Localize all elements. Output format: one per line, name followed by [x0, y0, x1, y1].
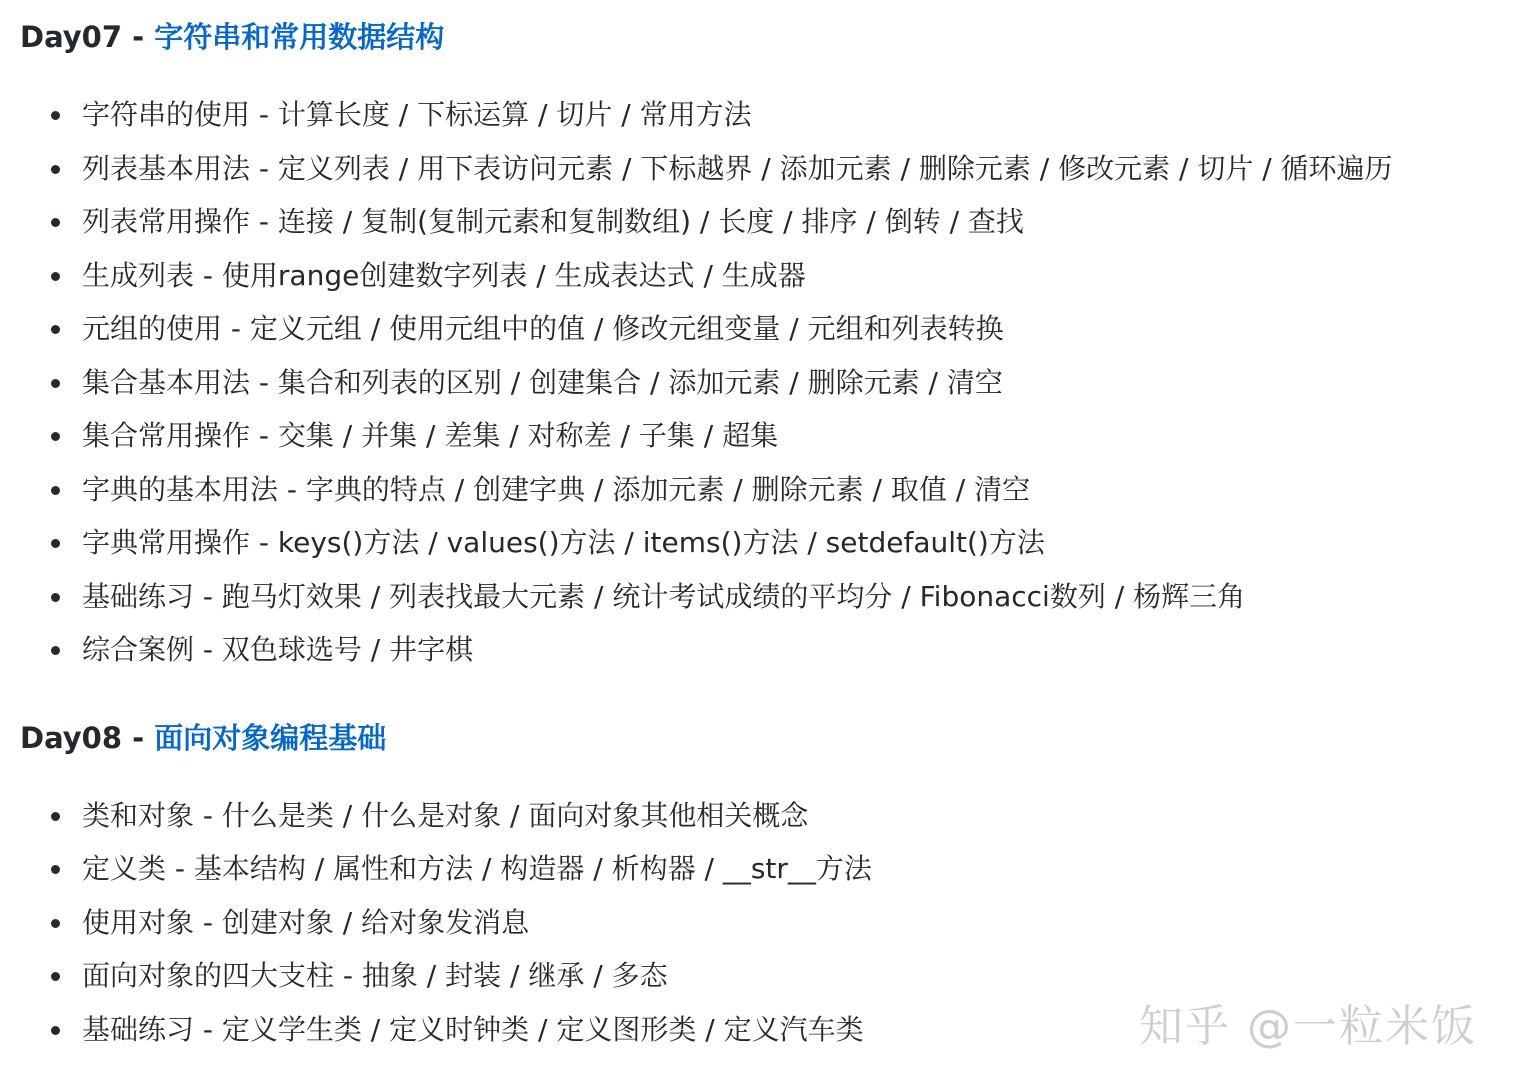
section-day07	[20, 12, 1495, 677]
list-item: 定义类 - 基本结构 / 属性和方法 / 构造器 / 析构器 / __str__方法	[20, 842, 1495, 896]
topic-list	[20, 88, 1495, 677]
list-item: 列表基本用法 - 定义列表 / 用下表访问元素 / 下标越界 / 添加元素 / 删除元素 / 修改元素 / 切片 / 循环遍历	[20, 142, 1495, 196]
list-item: 基础练习 - 跑马灯效果 / 列表找最大元素 / 统计考试成绩的平均分 / Fibonacci数列 / 杨辉三角	[20, 570, 1495, 624]
list-item: 元组的使用 - 定义元组 / 使用元组中的值 / 修改元组变量 / 元组和列表转换	[20, 302, 1495, 356]
list-item: 类和对象 - 什么是类 / 什么是对象 / 面向对象其他相关概念	[20, 789, 1495, 843]
section-heading-prefix: Day07 -	[20, 20, 155, 54]
list-item: 字典的基本用法 - 字典的特点 / 创建字典 / 添加元素 / 删除元素 / 取值 / 清空	[20, 463, 1495, 517]
section-heading-link[interactable]: 字符串和常用数据结构	[154, 20, 445, 54]
list-item: 综合案例 - 双色球选号 / 井字棋	[20, 623, 1495, 677]
list-item: 列表常用操作 - 连接 / 复制(复制元素和复制数组) / 长度 / 排序 / 倒转 / 查找	[20, 195, 1495, 249]
section-heading	[20, 713, 1495, 763]
document-body	[20, 12, 1495, 1056]
list-item: 集合基本用法 - 集合和列表的区别 / 创建集合 / 添加元素 / 删除元素 / 清空	[20, 356, 1495, 410]
list-item: 字典常用操作 - keys()方法 / values()方法 / items()方法 / setdefault()方法	[20, 516, 1495, 570]
list-item: 基础练习 - 定义学生类 / 定义时钟类 / 定义图形类 / 定义汽车类	[20, 1003, 1495, 1057]
section-heading-link[interactable]: 面向对象编程基础	[154, 720, 387, 755]
section-heading	[20, 12, 1495, 62]
list-item: 生成列表 - 使用range创建数字列表 / 生成表达式 / 生成器	[20, 249, 1495, 303]
watermark: 知乎 @一粒米饭	[1139, 1001, 1477, 1052]
list-item: 字符串的使用 - 计算长度 / 下标运算 / 切片 / 常用方法	[20, 88, 1495, 142]
list-item: 使用对象 - 创建对象 / 给对象发消息	[20, 896, 1495, 950]
list-item: 面向对象的四大支柱 - 抽象 / 封装 / 继承 / 多态	[20, 949, 1495, 1003]
section-heading-prefix: Day08 -	[20, 720, 155, 755]
list-item: 集合常用操作 - 交集 / 并集 / 差集 / 对称差 / 子集 / 超集	[20, 409, 1495, 463]
